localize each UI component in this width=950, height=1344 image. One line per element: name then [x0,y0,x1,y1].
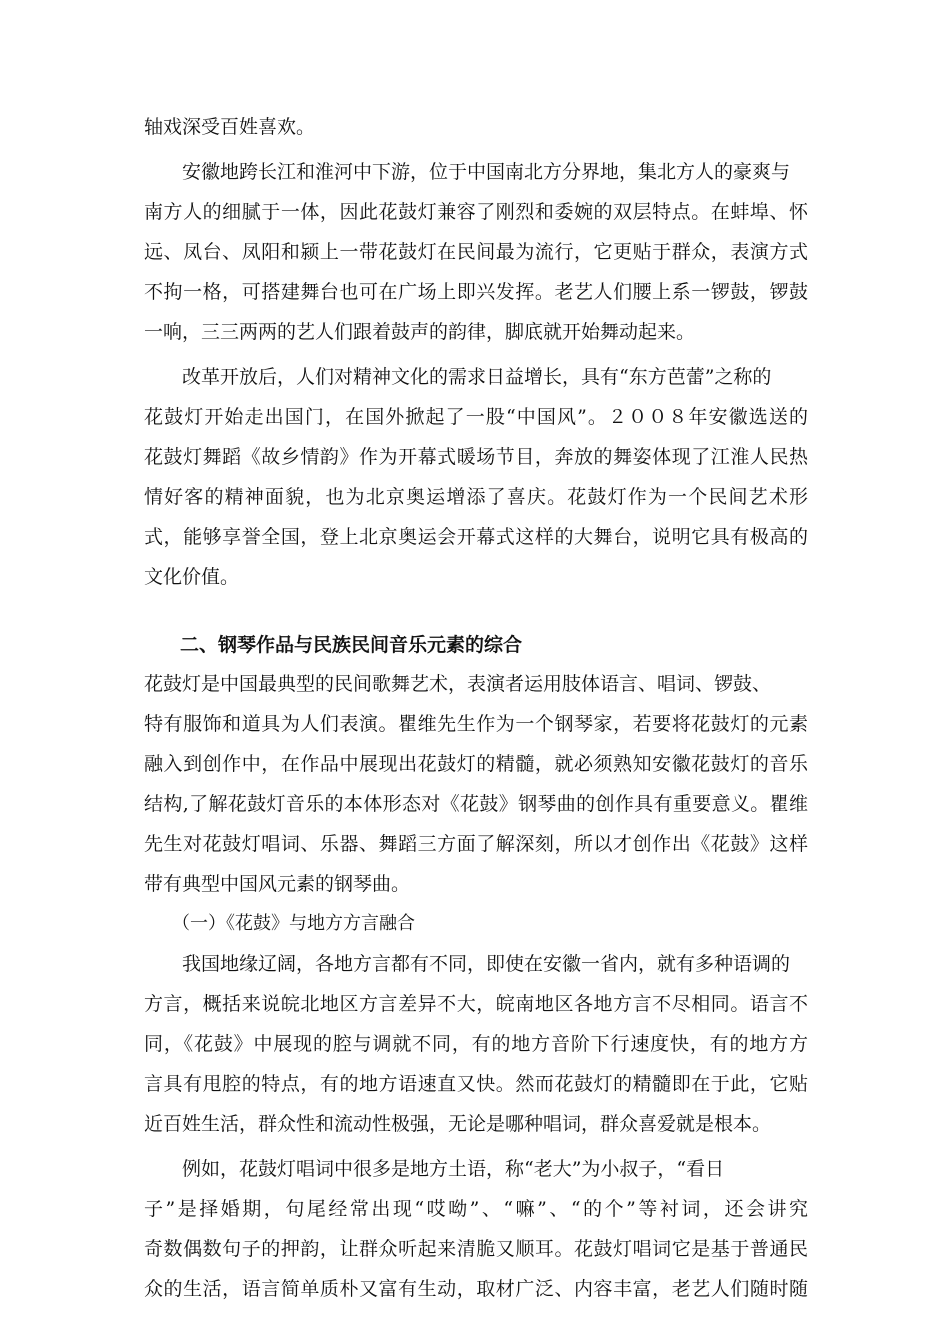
text-line: 文化价值。 [144,566,240,588]
text-line: 结构,了解花鼓灯音乐的本体形态对《花鼓》钢琴曲的创作具有重要意义。瞿维 [144,793,808,815]
text-line: 轴戏深受百姓喜欢。 [144,116,316,138]
text-line: 言具有甩腔的特点，有的地方语速直又快。然而花鼓灯的精髓即在于此，它贴 [144,1073,808,1095]
text-line: 特有服饰和道具为人们表演。瞿维先生作为一个钢琴家，若要将花鼓灯的元素 [144,713,808,735]
text-line: 众的生活，语言简单质朴又富有生动，取材广泛、内容丰富，老艺人们随时随 [144,1278,808,1300]
text-line: 近百姓生活，群众性和流动性极强，无论是哪种唱词，群众喜爱就是根本。 [144,1113,772,1135]
text-line: 远、凤台、凤阳和颍上一带花鼓灯在民间最为流行，它更贴于群众，表演方式 [144,241,808,263]
text-line: 情好客的精神面貌，也为北京奥运增添了喜庆。花鼓灯作为一个民间艺术形 [144,486,808,508]
text-line: 安徽地跨长江和淮河中下游，位于中国南北方分界地，集北方人的豪爽与 [182,161,791,183]
text-line: 花鼓灯开始走出国门，在国外掀起了一股“中国风”。２００８年安徽选送的 [144,406,808,428]
text-line: 南方人的细腻于一体，因此花鼓灯兼容了刚烈和委婉的双层特点。在蚌埠、怀 [144,201,808,223]
section-heading: 二、钢琴作品与民族民间音乐元素的综合 [180,634,523,656]
text-line: 同，《花鼓》中展现的腔与调就不同，有的地方音阶下行速度快，有的地方方 [144,1033,808,1055]
text-line: 式，能够享誉全国，登上北京奥运会开幕式这样的大舞台，说明它具有极高的 [144,526,808,548]
text-line: 例如，花鼓灯唱词中很多是地方土语，称“老大”为小叔子，“看日 [182,1158,725,1180]
text-line: 先生对花鼓灯唱词、乐器、舞蹈三方面了解深刻，所以才创作出《花鼓》这样 [144,833,808,855]
text-line: 我国地缘辽阔，各地方言都有不同，即使在安徽一省内，就有多种语调的 [182,953,791,975]
text-line: 改革开放后，人们对精神文化的需求日益增长，具有“东方芭蕾”之称的 [182,366,772,388]
text-line: 一响，三三两两的艺人们跟着鼓声的韵律，脚底就开始舞动起来。 [144,321,696,343]
text-line: 花鼓灯舞蹈《故乡情韵》作为开幕式暖场节目，奔放的舞姿体现了江淮人民热 [144,446,808,468]
text-line: 方言，概括来说皖北地区方言差异不大，皖南地区各地方言不尽相同。语言不 [144,993,808,1015]
subsection-heading: （一）《花鼓》与地方方言融合 [172,913,415,934]
text-line: 不拘一格，可搭建舞台也可在广场上即兴发挥。老艺人们腰上系一锣鼓，锣鼓 [144,281,808,303]
text-line: 融入到创作中，在作品中展现出花鼓灯的精髓，就必须熟知安徽花鼓灯的音乐 [144,753,808,775]
text-line: 带有典型中国风元素的钢琴曲。 [144,873,411,895]
text-line: 子”是择婚期，句尾经常出现“哎呦”、“嘛”、“的个”等衬词，还会讲究 [144,1198,808,1220]
text-line: 花鼓灯是中国最典型的民间歌舞艺术，表演者运用肢体语言、唱词、锣鼓、 [144,673,772,695]
text-line: 奇数偶数句子的押韵，让群众听起来清脆又顺耳。花鼓灯唱词它是基于普通民 [144,1238,808,1260]
